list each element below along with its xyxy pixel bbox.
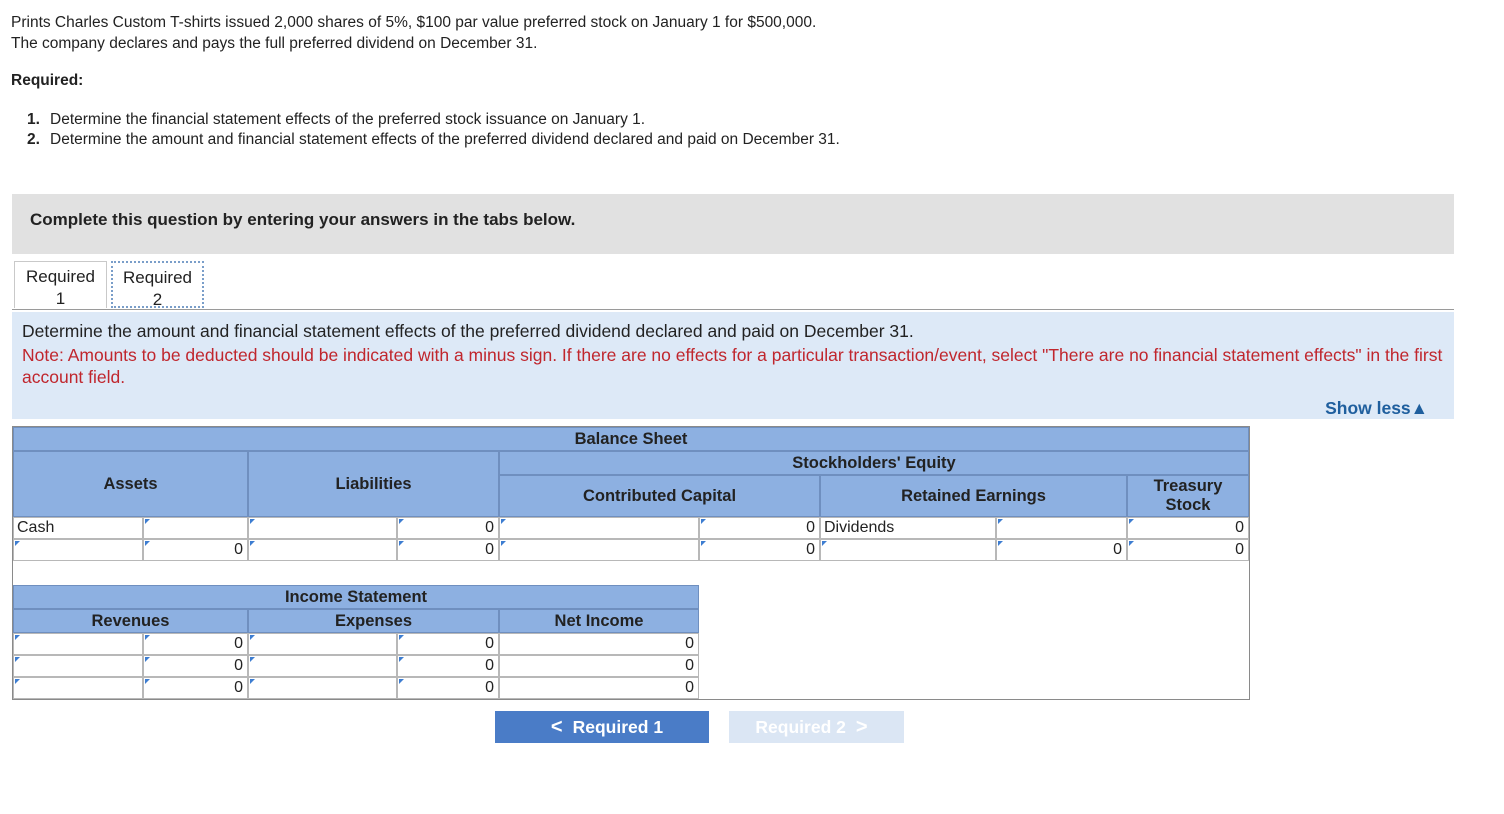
ts-amount-value: 0 bbox=[1235, 541, 1244, 558]
revenue-amount-field[interactable] bbox=[143, 633, 248, 655]
asset-amount-field[interactable] bbox=[143, 517, 248, 539]
asset-account-field[interactable] bbox=[13, 539, 143, 561]
expense-amount-field[interactable] bbox=[397, 633, 499, 655]
asset-amount-value: 0 bbox=[234, 541, 243, 558]
contributed-capital-amount-field[interactable] bbox=[699, 517, 820, 539]
expense-account-field[interactable] bbox=[248, 633, 397, 655]
revenue-amount-field[interactable] bbox=[143, 655, 248, 677]
revenues-header: Revenues bbox=[13, 609, 248, 633]
tab-label: Required bbox=[26, 267, 95, 286]
treasury-stock-amount-field[interactable] bbox=[1127, 539, 1249, 561]
asset-account-field[interactable] bbox=[13, 517, 143, 539]
expenses-header: Expenses bbox=[248, 609, 499, 633]
requirement-number: 1. bbox=[27, 111, 40, 128]
problem-statement bbox=[11, 12, 816, 54]
retained-earnings-amount-field[interactable] bbox=[996, 539, 1127, 561]
liability-account-field[interactable] bbox=[248, 517, 397, 539]
asset-amount-field[interactable] bbox=[143, 539, 248, 561]
requirement-text: Determine the financial statement effects of the preferred stock issuance on January 1. bbox=[50, 111, 646, 128]
income-statement-header: Income Statement bbox=[13, 585, 699, 609]
liability-amount-value: 0 bbox=[485, 541, 494, 558]
revenue-amount-value: 0 bbox=[234, 635, 243, 652]
revenue-account-field[interactable] bbox=[13, 655, 143, 677]
problem-line-2: The company declares and pays the full preferred dividend on December 31. bbox=[11, 35, 538, 52]
requirement-number: 2. bbox=[27, 131, 40, 148]
banner-text: Complete this question by entering your answers in the tabs below. bbox=[30, 210, 576, 229]
financial-effects-table bbox=[12, 426, 1250, 700]
contributed-capital-amount-field[interactable] bbox=[699, 539, 820, 561]
liabilities-header: Liabilities bbox=[248, 451, 499, 517]
contributed-capital-header: Contributed Capital bbox=[499, 475, 820, 517]
requirement-item bbox=[27, 110, 947, 130]
requirement-item bbox=[27, 130, 947, 150]
net-income-value: 0 bbox=[685, 657, 694, 674]
previous-button-label: Required 1 bbox=[572, 716, 664, 737]
net-income-field bbox=[499, 677, 699, 699]
tab-label-number: 1 bbox=[55, 289, 66, 308]
question-panel bbox=[12, 312, 1454, 419]
expense-amount-field[interactable] bbox=[397, 655, 499, 677]
retained-earnings-account-field[interactable] bbox=[820, 517, 996, 539]
cc-amount-value: 0 bbox=[806, 541, 815, 558]
show-less-label: Show less bbox=[1325, 398, 1411, 418]
triangle-up-icon: ▲ bbox=[1410, 398, 1428, 418]
expense-amount-value: 0 bbox=[485, 657, 494, 674]
chevron-left-icon: < bbox=[550, 715, 563, 738]
note-text: Note: Amounts to be deducted should be indicated with a minus sign. If there are no effects for a particular transaction/event, select "There are no financial statement effects" in the first account field. bbox=[22, 345, 1443, 387]
net-income-field bbox=[499, 633, 699, 655]
previous-required-1-button[interactable] bbox=[495, 711, 709, 743]
problem-line-1: Prints Charles Custom T-shirts issued 2,000 shares of 5%, $100 par value preferred stock on January 1 for $500,000. bbox=[11, 14, 817, 31]
liability-amount-value: 0 bbox=[485, 519, 494, 536]
tab-required-1[interactable] bbox=[14, 261, 107, 308]
question-text: Determine the amount and financial statement effects of the preferred dividend declared and paid on December 31. bbox=[22, 321, 914, 341]
instruction-banner bbox=[12, 194, 1454, 254]
treasury-stock-amount-field[interactable] bbox=[1127, 517, 1249, 539]
requirements-list bbox=[27, 110, 947, 150]
liability-account-field[interactable] bbox=[248, 539, 397, 561]
revenue-amount-value: 0 bbox=[234, 679, 243, 696]
assets-header: Assets bbox=[13, 451, 248, 517]
next-required-2-button bbox=[729, 711, 904, 743]
required-heading: Required: bbox=[11, 72, 84, 89]
revenue-account-field[interactable] bbox=[13, 633, 143, 655]
net-income-field bbox=[499, 655, 699, 677]
show-less-link[interactable] bbox=[1325, 398, 1428, 419]
contributed-capital-account-field[interactable] bbox=[499, 517, 699, 539]
retained-earnings-amount-field[interactable] bbox=[996, 517, 1127, 539]
expense-amount-field[interactable] bbox=[397, 677, 499, 699]
retained-earnings-header: Retained Earnings bbox=[820, 475, 1127, 517]
expense-amount-value: 0 bbox=[485, 635, 494, 652]
liability-amount-field[interactable] bbox=[397, 517, 499, 539]
asset-account-value: Cash bbox=[17, 519, 55, 536]
tab-label-number: 2 bbox=[152, 290, 163, 309]
revenue-amount-value: 0 bbox=[234, 657, 243, 674]
re-account-value: Dividends bbox=[824, 519, 895, 536]
stockholders-equity-header: Stockholders' Equity bbox=[499, 451, 1249, 475]
re-amount-value: 0 bbox=[1113, 541, 1122, 558]
cc-amount-value: 0 bbox=[806, 519, 815, 536]
treasury-stock-header: Treasury Stock bbox=[1127, 475, 1249, 517]
revenue-account-field[interactable] bbox=[13, 677, 143, 699]
requirement-text: Determine the amount and financial statement effects of the preferred dividend declared and paid on December 31. bbox=[50, 131, 840, 148]
tab-label: Required bbox=[123, 268, 192, 287]
liability-amount-field[interactable] bbox=[397, 539, 499, 561]
net-income-value: 0 bbox=[685, 679, 694, 696]
contributed-capital-account-field[interactable] bbox=[499, 539, 699, 561]
net-income-header: Net Income bbox=[499, 609, 699, 633]
balance-sheet-header: Balance Sheet bbox=[13, 427, 1249, 451]
expense-account-field[interactable] bbox=[248, 655, 397, 677]
retained-earnings-account-field[interactable] bbox=[820, 539, 996, 561]
next-button-label: Required 2 bbox=[755, 716, 846, 737]
net-income-value: 0 bbox=[685, 635, 694, 652]
chevron-right-icon: > bbox=[855, 715, 868, 738]
expense-account-field[interactable] bbox=[248, 677, 397, 699]
revenue-amount-field[interactable] bbox=[143, 677, 248, 699]
ts-amount-value: 0 bbox=[1235, 519, 1244, 536]
tab-required-2[interactable] bbox=[111, 261, 204, 308]
tab-divider bbox=[12, 309, 1454, 310]
expense-amount-value: 0 bbox=[485, 679, 494, 696]
